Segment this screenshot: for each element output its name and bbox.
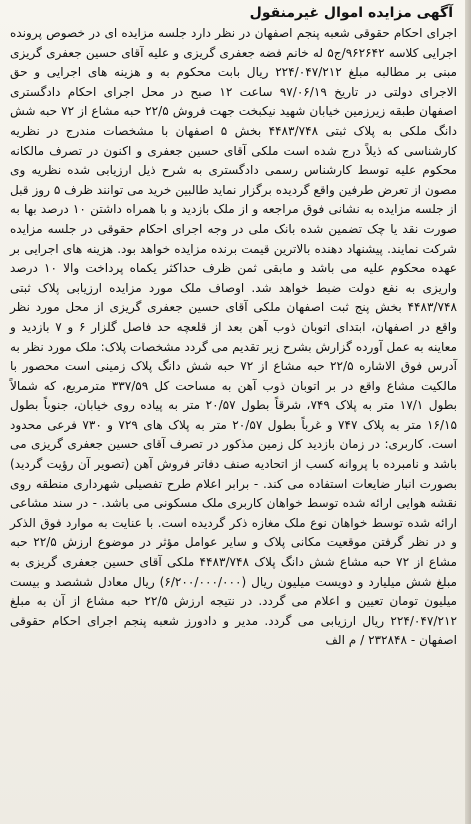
clipping-edge xyxy=(465,0,471,824)
notice-heading: آگهی مزایده اموال غیرمنقول xyxy=(249,5,453,21)
notice-body: اجرای احکام حقوقی شعبه پنجم اصفهان در نظر دارد جلسه مزایده ای در خصوص پرونده اجرایی کلاسه ۹۶۲۶۴۲/ج۵ له خانم فضه جعفری گریزی و علیه آقای حسین جعفری گریزی مبنی بر مطالبه مبلغ ۲۲۴/۰۴۷/۲۱۲ ریال بابت محکوم به و هزینه های اجرایی و حق الاجرای دولتی در تاریخ ۹۷/۰۶/۱۹ ساعت ۱۲ صبح در محل اجرای احکام دادگستری اصفهان طبقه زیرزمین خیابان شهید نیکبخت جهت فروش ۲۲/۵ حبه مشاع از ۷۲ حبه شش دانگ ملکی به پلاک ثبتی ۴۴۸۳/۷۴۸ بخش ۵ اصفهان با مشخصات مندرج در نظریه کارشناسی که ذیلاً درج شده است ملکی آقای حسین جعفری و اکنون در تصرف مالکانه محکوم علیه توسط کارشناس رسمی دادگستری به شرح ذیل ارزیابی شده نظریه وی مصون از تعرض طرفین واقع گردیده برگزار نماید طالبین خرید می توانند ظرف ۵ روز قبل از جلسه مزایده به نشانی فوق مراجعه و از ملک بازدید و با همراه داشتن ۱۰ درصد بها به صورت نقد یا چک تضمین شده بانک ملی در وجه اجرای احکام حقوقی در جلسه مزایده شرکت نمایند. پیشنهاد دهنده بالاترین قیمت برنده مزایده خواهد بود. هزینه های اجرایی بر عهده محکوم علیه می باشد و مابقی ثمن ظرف حداکثر یکماه پرداخت والا ۱۰ درصد واریزی به نفع دولت ضبط خواهد شد. اوصاف ملک مورد مزایده ارزیابی پلاک ثبتی ۴۴۸۳/۷۴۸ بخش پنج ثبت اصفهان ملکی آقای حسین جعفری گریزی از محل مورد نظر واقع در اصفهان، ابتدای اتوبان ذوب آهن بعد از قلعچه حد فاصل گلزار ۶ و ۷ بازدید و معاینه به عمل آورده گزارش بشرح زیر تقدیم می گردد مشخصات پلاک: ملک مورد نظر به آدرس فوق الاشاره ۲۲/۵ حبه مشاع از ۷۲ حبه شش دانگ پلاک زمینی است محصور با مالکیت مشاع واقع در بر اتوبان ذوب آهن به مساحت کل ۳۳۷/۵۹ مترمربع، که شمالاً بطول ۱۷/۱ متر به پلاک ۷۴۹، شرقاً بطول ۲۰/۵۷ متر به پیاده روی خیابان، جنوباً بطول ۱۶/۱۵ متر به پلاک ۷۴۷ و غرباً بطول ۲۰/۵۷ متر به پلاک های ۷۲۹ و ۷۳۰ فرعی محدود است. کاربری: در زمان بازدید کل زمین مذکور در تصرف آقای حسین جعفری گریزی می باشد و نامبرده با پروانه کسب از اتحادیه صنف دفاتر فروش آهن (تصویر آن رؤیت گردید) بصورت انبار ضایعات استفاده می کند. - برابر اعلام طرح تفصیلی شهرداری منطقه روی نقشه هوایی ارائه شده توسط خواهان کاربری ملک مسکونی می باشد. - در سند مشاعی ارائه شده توسط خواهان نوع ملک مغازه ذکر گردیده است. با عنایت به موارد فوق الذکر و در نظر گرفتن موقعیت مکانی پلاک و سایر عوامل مؤثر در موضوع ارزش ۲۲/۵ حبه مشاع از ۷۲ حبه مشاع شش دانگ پلاک ۴۴۸۳/۷۴۸ ملکی آقای حسین جعفری گریزی به مبلغ شش میلیارد و دویست میلیون ریال (۶/۲۰۰/۰۰۰/۰۰۰) ریال معادل ششصد و بیست میلیون تومان تعیین و اعلام می گردد. در نتیجه ارزش ۲۲/۵ حبه مشاع از آن به مبلغ ۲۲۴/۰۴۷/۲۱۲ ریال ارزیابی می گردد. مدیر و دادورز شعبه پنجم اجرای احکام حقوقی اصفهان - ۲۳۲۸۴۸ / م الف xyxy=(10,26,458,648)
